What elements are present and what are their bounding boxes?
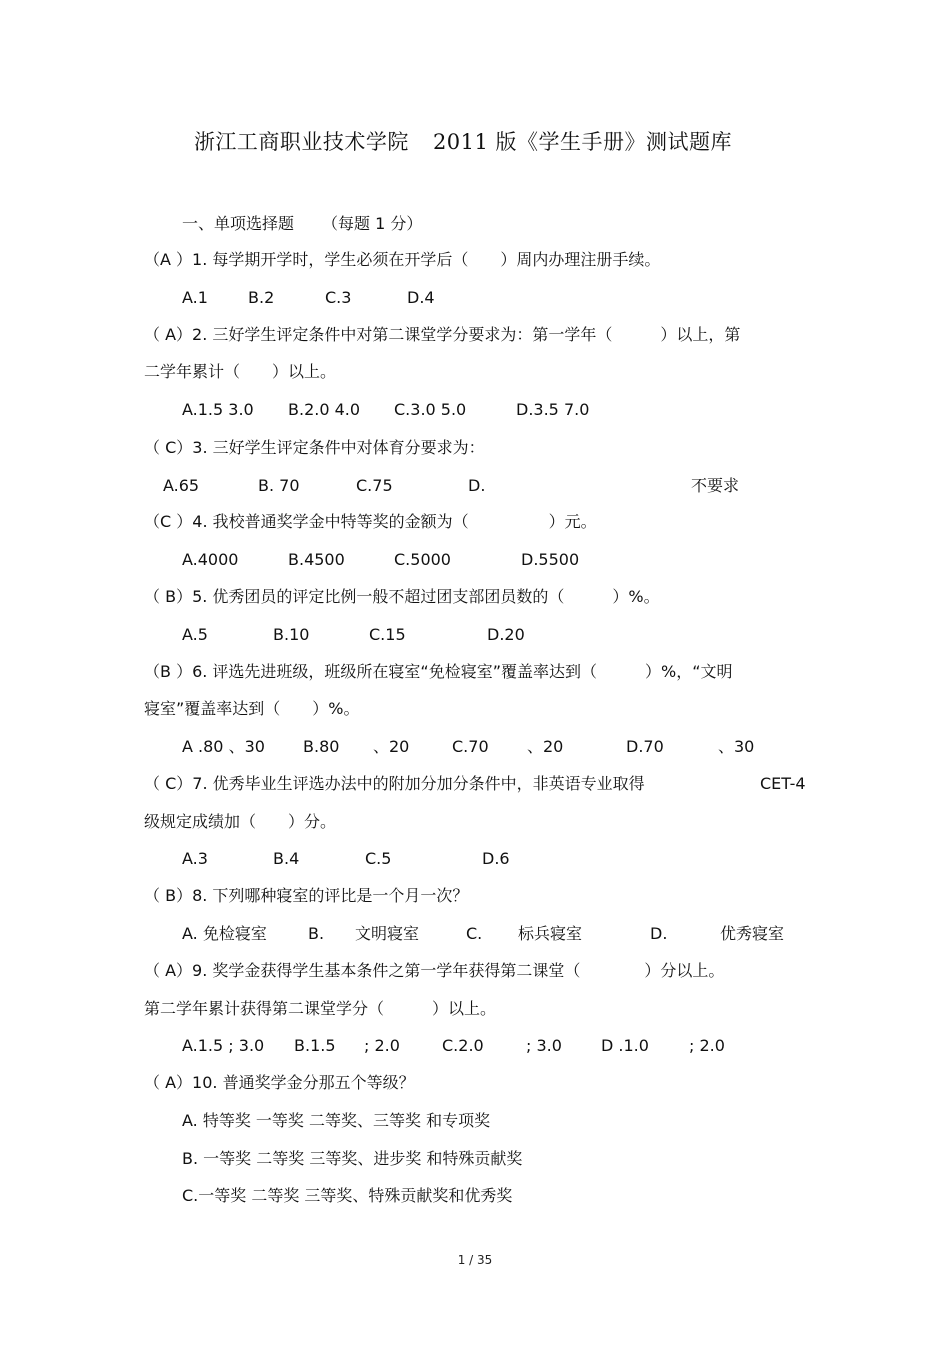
question-10: （ A）10. 普通奖学金分那五个等级？ — [144, 1073, 415, 1092]
question-7-cont: 级规定成绩加（ ）分。 — [144, 812, 337, 831]
question-8: （ B）8. 下列哪种寝室的评比是一个月一次？ — [144, 886, 469, 905]
q10-option-a: A. 特等奖 一等奖 二等奖、三等奖 和专项奖 — [182, 1111, 491, 1130]
section-heading — [182, 211, 422, 234]
q1-option-c: C.3 — [325, 288, 352, 307]
question-5: （ B）5. 优秀团员的评定比例一般不超过团支部团员数的（ ）%。 — [144, 587, 660, 606]
q1-option-b: B.2 — [248, 288, 275, 307]
question-9: （ A）9. 奖学金获得学生基本条件之第一学年获得第二课堂（ ）分以上。 — [144, 961, 725, 980]
q2-option-a: A.1.5 3.0 — [182, 400, 254, 419]
q8-option-b: B. — [308, 924, 325, 943]
q6-option-a: A .80 、30 — [182, 737, 265, 756]
q7-option-d: D.6 — [482, 849, 510, 868]
q4-option-d: D.5500 — [521, 550, 580, 569]
q9-option-b: B.1.5 — [294, 1036, 336, 1055]
section-note: （每题 1 分） — [322, 214, 423, 233]
question-4: （C ）4. 我校普通奖学金中特等奖的金额为（ ）元。 — [144, 512, 597, 531]
question-2-cont: 二学年累计（ ）以上。 — [144, 362, 337, 381]
q8-option-c: C. — [466, 924, 483, 943]
q2-option-b: B.2.0 4.0 — [288, 400, 361, 419]
question-6-cont: 寝室”覆盖率达到（ ）%。 — [144, 699, 360, 718]
q7-option-a: A.3 — [182, 849, 208, 868]
q6-option-d: D.70 — [626, 737, 664, 756]
q6-option-b-val: 、20 — [373, 737, 410, 756]
q4-option-c: C.5000 — [394, 550, 451, 569]
q9-option-b-val: ; 2.0 — [364, 1036, 400, 1055]
q7-option-b: B.4 — [273, 849, 300, 868]
q3-option-c: C.75 — [356, 476, 393, 495]
q9-option-d: D .1.0 — [601, 1036, 649, 1055]
title-book: 2011 版《学生手册》测试题库 — [432, 130, 733, 154]
q3-option-b: B. 70 — [258, 476, 300, 495]
page-number: 1 / 35 — [457, 1253, 493, 1267]
q7-cet4: CET-4 — [760, 774, 806, 793]
q1-option-d: D.4 — [407, 288, 435, 307]
q6-option-d-val: 、30 — [718, 737, 755, 756]
q6-option-c: C.70 — [452, 737, 489, 756]
page-title — [0, 126, 926, 156]
question-9-cont: 第二学年累计获得第二课堂学分（ ）以上。 — [144, 999, 497, 1018]
q8-option-d: D. — [650, 924, 668, 943]
q9-option-c: C.2.0 — [442, 1036, 484, 1055]
q10-option-b: B. 一等奖 二等奖 三等奖、进步奖 和特殊贡献奖 — [182, 1149, 523, 1168]
question-7: （ C）7. 优秀毕业生评选办法中的附加分加分条件中，非英语专业取得 — [144, 774, 645, 793]
q5-option-a: A.5 — [182, 625, 208, 644]
q4-option-a: A.4000 — [182, 550, 239, 569]
section-label: 一、单项选择题 — [182, 214, 295, 233]
question-3: （ C）3. 三好学生评定条件中对体育分要求为： — [144, 438, 485, 457]
q9-option-a: A.1.5 ; 3.0 — [182, 1036, 265, 1055]
q8-option-b-text: 文明寝室 — [355, 924, 420, 943]
question-2: （ A）2. 三好学生评定条件中对第二课堂学分要求为：第一学年（ ）以上，第 — [144, 325, 741, 344]
q8-option-d-text: 优秀寝室 — [720, 924, 785, 943]
q1-option-a: A.1 — [182, 288, 208, 307]
q4-option-b: B.4500 — [288, 550, 345, 569]
q5-option-d: D.20 — [487, 625, 525, 644]
question-1: （A ）1. 每学期开学时，学生必须在开学后（ ）周内办理注册手续。 — [144, 250, 661, 269]
q2-option-c: C.3.0 5.0 — [394, 400, 467, 419]
q6-option-b: B.80 — [303, 737, 340, 756]
title-school: 浙江工商职业技术学院 — [193, 130, 409, 154]
q8-option-a: A. 免检寝室 — [182, 924, 267, 943]
q3-option-d: D. — [468, 476, 486, 495]
q3-option-a: A.65 — [163, 476, 200, 495]
q2-option-d: D.3.5 7.0 — [516, 400, 590, 419]
q3-option-d-text: 不要求 — [691, 476, 740, 495]
q7-option-c: C.5 — [365, 849, 392, 868]
q8-option-c-text: 标兵寝室 — [518, 924, 583, 943]
q6-option-c-val: 、20 — [527, 737, 564, 756]
q5-option-c: C.15 — [369, 625, 406, 644]
q9-option-c-val: ; 3.0 — [526, 1036, 562, 1055]
q5-option-b: B.10 — [273, 625, 310, 644]
question-6: （B ）6. 评选先进班级，班级所在寝室“免检寝室”覆盖率达到（ ）%，“文明 — [144, 662, 733, 681]
q10-option-c: C.一等奖 二等奖 三等奖、特殊贡献奖和优秀奖 — [182, 1186, 513, 1205]
q9-option-d-val: ; 2.0 — [689, 1036, 725, 1055]
